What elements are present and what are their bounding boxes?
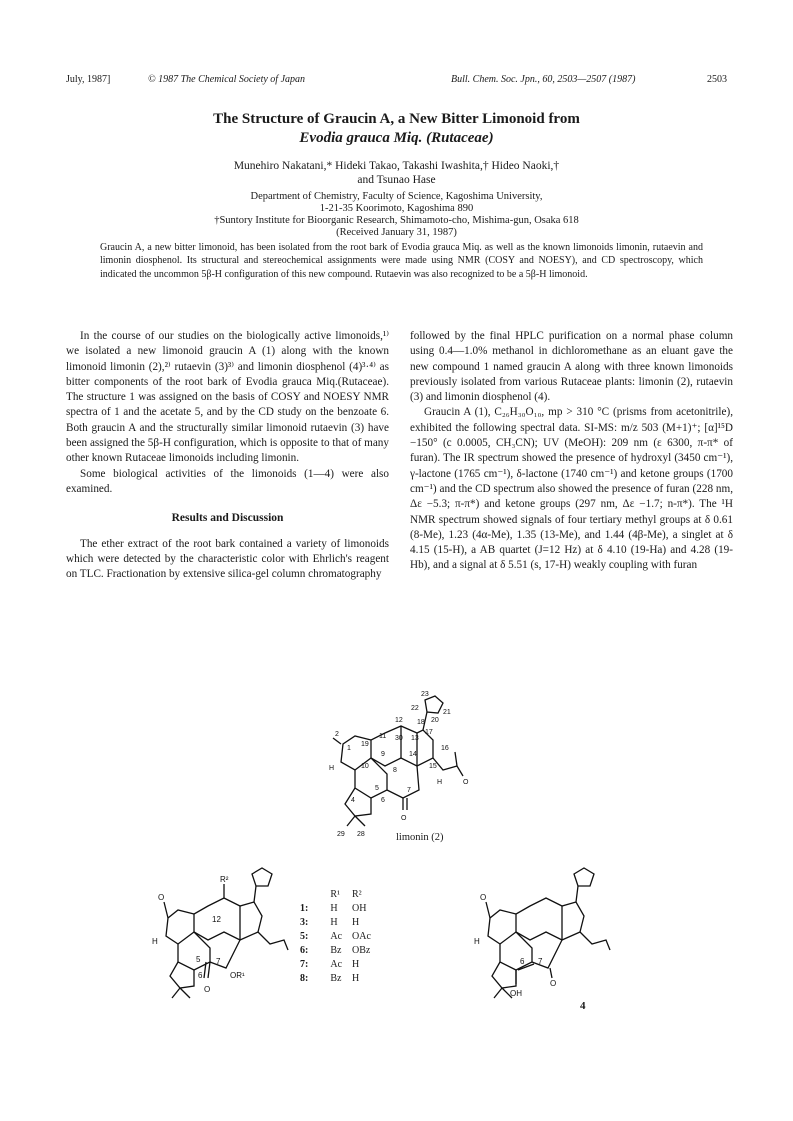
limonin-label-1: 1 xyxy=(347,745,351,752)
limonin-label-13: 13 xyxy=(411,735,419,742)
limonin-label-30: 30 xyxy=(395,735,403,742)
comp4-label-7: 7 xyxy=(538,957,543,966)
biological-paragraph: Some biological activities of the limonoids (1—4) were also examined. xyxy=(66,467,389,495)
table-cell: Ac xyxy=(330,931,343,942)
table-cell: Bz xyxy=(330,945,342,956)
comp1-label-or1: OR¹ xyxy=(230,971,245,980)
comp1-label-5: 5 xyxy=(196,955,201,964)
limonin-label-10: 10 xyxy=(361,763,369,770)
authors-line-2: and Tsunao Hase xyxy=(357,174,436,186)
limonin-caption: limonin (2) xyxy=(396,832,444,843)
comp1-label-6: 6 xyxy=(198,971,203,980)
right-column xyxy=(410,329,733,574)
header-page-number: 2503 xyxy=(707,74,727,85)
title-line-2 xyxy=(0,129,793,148)
table-row xyxy=(300,958,381,972)
table-header-cell xyxy=(300,888,318,902)
table-cell: H xyxy=(352,917,360,928)
comp1-label-o: O xyxy=(158,893,165,902)
table-row xyxy=(300,902,381,916)
compound-4-structure xyxy=(470,860,620,1008)
comp4-label-h: H xyxy=(474,937,480,946)
limonin-label-23: 23 xyxy=(421,691,429,698)
table-cell: 3: xyxy=(300,917,309,928)
section-heading: Results and Discussion xyxy=(171,512,284,525)
table-cell: 1: xyxy=(300,903,309,914)
table-cell: H xyxy=(330,903,338,914)
limonin-label-21: 21 xyxy=(443,709,451,716)
affiliation-1: Department of Chemistry, Faculty of Science, Kagoshima University, xyxy=(250,191,543,202)
title-species: Evodia grauca Miq. (Rutaceae) xyxy=(299,130,494,146)
results-paragraph: The ether extract of the root bark contained a variety of limonoids which were detected by the characteristic color with Ehrlich's reagent on TLC. Fractionation by extensive silica-gel column chromatography xyxy=(66,537,389,581)
limonin-label-9: 9 xyxy=(381,751,385,758)
spectral-paragraph: Graucin A (1), C₂₆H₃₀O₁₀, mp > 310 °C (prisms from acetonitrile), exhibited the following spectral data. SI-MS: m/z 503 (M+1)⁺; [α]¹⁵D −150° (c 0.0005, CH₃CN); UV (MeOH): 209 nm (ε 6300, π-π* of furan). The IR spectrum showed the presence of hydroxyl (3450 cm⁻¹), γ-lactone (1765 cm⁻¹), δ-lactone (1740 cm⁻¹) and ketone groups (1700 cm⁻¹) and the CD spectrum also showed the presence of furan (228 nm, Δε −5.3; π-π*) and ketone groups (297 nm, Δε −1.7; n-π*). The ¹H NMR spectrum showed signals of four tertiary methyl groups at δ 0.61 (8-Me), 1.23 (4α-Me), 1.35 (13-Me), and 1.44 (4β-Me), a singlet at δ 4.15 (15-H), a AB quartet (J=12 Hz) at δ 4.10 (19-Ha) and 4.28 (19-Hb), and a signal at δ 5.51 (s, 17-H) weakly coupling with furan xyxy=(410,406,733,572)
table-cell: 5: xyxy=(300,931,309,942)
limonin-label-20: 20 xyxy=(431,717,439,724)
header-copyright xyxy=(148,74,305,85)
comp1-label-h: H xyxy=(152,937,158,946)
substituent-table xyxy=(300,888,381,986)
limonin-label-19: 19 xyxy=(361,741,369,748)
table-row xyxy=(300,972,381,986)
title-line-1: The Structure of Graucin A, a New Bitter Limonoid from xyxy=(213,111,580,127)
limonin-label-14: 14 xyxy=(409,751,417,758)
limonin-label-18: 18 xyxy=(417,719,425,726)
table-cell: 8: xyxy=(300,973,309,984)
comp4-label-o: O xyxy=(480,893,487,902)
limonin-label-4: 4 xyxy=(351,797,355,804)
isolation-paragraph: followed by the final HPLC purification on a normal phase column using 0.4—1.0% methanol in dichloromethane as an eluant gave the new compound 1 named graucin A along with three known limonoids previously isolated from various Rutaceae plants: limonin (2), rutaevin (3) and limonin diosphenol (4). xyxy=(410,330,733,404)
affiliation-2: 1-21-35 Koorimoto, Kagoshima 890 xyxy=(319,203,474,214)
limonin-label-h2: H xyxy=(437,779,443,786)
comp4-label-o2: O xyxy=(550,979,557,988)
limonin-label-5: 5 xyxy=(375,785,379,792)
limonin-label-8: 8 xyxy=(393,767,397,774)
table-cell: H xyxy=(352,959,360,970)
limonin-label-o: O xyxy=(463,779,469,786)
table-cell: 7: xyxy=(300,959,309,970)
table-cell: H xyxy=(330,917,338,928)
limonin-label-o2: O xyxy=(401,815,407,822)
received-date: (Received January 31, 1987) xyxy=(336,227,457,238)
table-row xyxy=(300,944,381,958)
limonin-label-28: 28 xyxy=(357,831,365,838)
table-cell: OBz xyxy=(352,945,371,956)
limonin-label-16: 16 xyxy=(441,745,449,752)
table-cell: Bz xyxy=(330,973,342,984)
comp1-label-r2: R² xyxy=(220,875,229,884)
abstract: Graucin A, a new bitter limonoid, has been isolated from the root bark of Evodia grauca Miq. as well as the known limonoids limonin, rutaevin and limonin diosphenol. Its structural and stereochemical assignments were made using NMR (COSY and NOESY), and CD spectroscopy, which indicated the uncommon 5β-H configuration of this new compound. Rutaevin was also recognized to be a 5β-H limonoid. xyxy=(100,242,703,280)
limonin-label-12: 12 xyxy=(395,717,403,724)
table-cell: 6: xyxy=(300,945,309,956)
journal-citation: Bull. Chem. Soc. Jpn., 60, 2503—2507 (1987) xyxy=(451,74,636,85)
comp1-label-o2: O xyxy=(204,985,211,994)
limonin-label-h: H xyxy=(329,765,335,772)
header-journal xyxy=(451,74,635,85)
table-cell: Ac xyxy=(330,959,343,970)
comp4-label-6: 6 xyxy=(520,957,525,966)
left-column xyxy=(66,329,389,582)
compound-4-label: 4 xyxy=(580,1000,586,1012)
limonin-label-7: 7 xyxy=(407,787,411,794)
copyright-text: © 1987 The Chemical Society of Japan xyxy=(148,74,306,85)
limonin-structure xyxy=(325,688,505,840)
authors-line-1: Munehiro Nakatani,* Hideki Takao, Takashi Iwashita,† Hideo Naoki,† xyxy=(233,160,560,172)
table-cell: OAc xyxy=(352,931,371,942)
header-date: July, 1987] xyxy=(66,74,111,85)
limonin-label-15: 15 xyxy=(429,763,437,770)
limonin-label-11: 11 xyxy=(379,733,387,740)
table-row xyxy=(300,930,381,944)
compound-1-structure xyxy=(148,860,298,1008)
table-header-cell: R² xyxy=(352,889,362,900)
limonin-label-22: 22 xyxy=(411,705,419,712)
table-header-row xyxy=(300,888,381,902)
table-cell: OH xyxy=(352,903,367,914)
limonin-label-17: 17 xyxy=(425,729,433,736)
limonin-label-29: 29 xyxy=(337,831,345,838)
comp1-label-7: 7 xyxy=(216,957,221,966)
affiliation-3: †Suntory Institute for Bioorganic Research, Shimamoto-cho, Mishima-gun, Osaka 618 xyxy=(214,215,579,226)
limonin-label-2: 2 xyxy=(335,731,339,738)
comp4-label-oh: OH xyxy=(510,989,522,998)
comp1-label-12: 12 xyxy=(212,915,221,924)
intro-paragraph: In the course of our studies on the biologically active limonoids,¹⁾ we isolated a new limonoid graucin A (1) along with the known limonoid limonin (2),²⁾ rutaevin (3)³⁾ and limonin diosphenol (4)³·⁴⁾ as bitter components of the root bark of Evodia grauca Miq.(Rutaceae). The structure 1 was assigned on the basis of COSY and NOESY NMR spectra of 1 and the acetate 5, and by the CD study on the benzoate 6. Both graucin A and the structurally similar limonoid rutaevin (3) have been assigned the 5β-H configuration, which is opposite to that of many other known Rutaceae limonoids including limonin. xyxy=(66,330,389,465)
limonin-label-6: 6 xyxy=(381,797,385,804)
table-row xyxy=(300,916,381,930)
table-cell: H xyxy=(352,973,360,984)
table-header-cell: R¹ xyxy=(330,889,341,900)
